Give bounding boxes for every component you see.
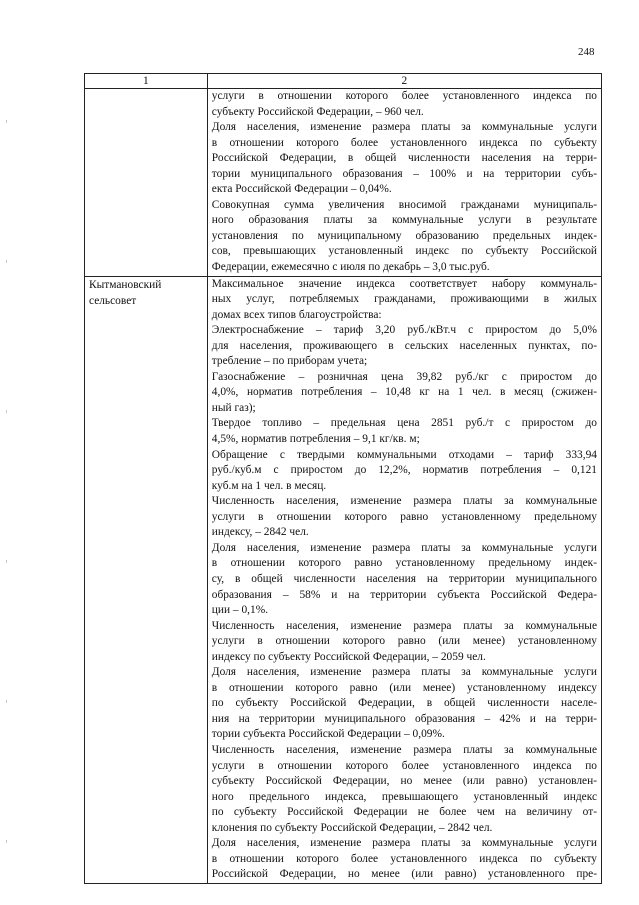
scan-edge-marks [6,0,8,905]
text-line: тории муниципального образования – 100% и на территории субъ- [211,167,597,180]
document-table [84,73,602,884]
text-line: Обращение с твердыми коммунальными отходами – тариф 333,94 [211,448,597,461]
text-line: руб./куб.м с приростом до 12,2%, норматив потребления – 0,121 [211,464,597,477]
text-line: образования – 58% и на территории субъекта Российской Федера- [211,588,597,601]
text-line: индексу, – 2842 чел. [211,526,309,539]
text-line: Твердое топливо – предельная цена 2851 руб./т с приростом до [211,417,597,430]
text-line: сов, превышающих установленный индекс по субъекту Российской [211,245,597,258]
text-line: Электроснабжение – тариф 3,20 руб./кВт.ч с приростом до 5,0% [211,324,597,337]
text-line: в отношении которого более установленного индекса по субъекту [211,852,597,865]
text-line: субъекту Российской Федерации, – 960 чел. [211,105,424,118]
text-line: екта Российской Федерации – 0,04%. [211,183,392,196]
text-line: Федерации, ежемесячно с июля по декабрь – 3,0 тыс.руб. [211,261,490,274]
text-line: домах всех типов благоустройства: [211,308,382,321]
text-line: ного образования платы за коммунальные услуги в результате [211,214,597,227]
text-line: услуги в отношении которого более установленного индекса по [211,90,597,102]
text-line: в отношении которого равно (или менее) установленному индексу [211,681,597,694]
text-line: Численность населения, изменение размера платы за коммунальные [211,743,597,756]
municipality-cell [85,276,208,883]
text-line: Доля населения, изменение размера платы за коммунальные услуги [211,837,597,850]
text-line: услуги в отношении которого равно (или менее) установленному [211,635,597,648]
text-line: Численность населения, изменение размера платы за коммунальные [211,619,597,632]
text-line: услуги в отношении которого равно установленному предельному [211,510,597,523]
description-cell [207,276,601,883]
page-number: 248 [578,46,595,58]
text-line: Доля населения, изменение размера платы за коммунальные услуги [211,541,597,554]
text-line: для населения, проживающего в сельских населенных пунктах, по- [211,339,597,352]
text-line: тории субъекта Российской Федерации – 0,09%. [211,728,445,741]
text-line: по субъекту Российской Федерации не более чем на величину от- [211,806,597,819]
table-row [85,276,602,883]
text-line: установления по муниципальному образованию предельных индек- [211,229,597,242]
text-line: в отношении которого равно установленному предельному индек- [211,557,597,570]
text-line: ный газ); [211,401,256,414]
municipality-type: сельсовет [89,295,137,308]
text-line: клонения по субъекту Российской Федерации, – 2842 чел. [211,821,493,834]
text-line: су, в общей численности населения на территории муниципального [211,572,597,585]
table-header-row [85,74,602,89]
text-line: ния на территории муниципального образования – 42% и на терри- [211,712,597,725]
column-header-1: 1 [85,74,208,89]
text-line: Российской Федерации, но менее (или равно) установленного пре- [211,868,597,881]
text-line: Доля населения, изменение размера платы за коммунальные услуги [211,121,597,134]
text-line: Доля населения, изменение размера платы за коммунальные услуги [211,666,597,679]
column-header-2: 2 [207,74,601,89]
text-line: Совокупная сумма увеличения вносимой гражданами муниципаль- [211,198,597,211]
text-line: Российской Федерации, в общей численности населения на терри- [211,152,597,165]
text-line: ных услуг, потребляемых гражданами, проживающими в жилых [211,293,597,306]
text-line: Максимальное значение индекса соответствует набору коммуналь- [211,277,597,290]
text-line: 4,0%, норматив потребления – 10,48 кг на 1 чел. в месяц (сжижен- [211,386,597,399]
text-line: по субъекту Российской Федерации, в общей численности населе- [211,697,597,710]
text-line: куб.м на 1 чел. в месяц. [211,479,327,492]
description-cell [207,89,601,277]
text-line: 4,5%, норматив потребления – 9,1 кг/кв. м; [211,433,420,446]
municipality-cell [85,89,208,277]
text-line: ции – 0,1%. [211,604,269,617]
municipality-name: Кытмановский [89,278,162,291]
text-line: услуги в отношении которого более установленного индекса по [211,759,597,772]
text-line: Газоснабжение – розничная цена 39,82 руб./кг с приростом до [211,370,597,383]
table-row [85,89,602,277]
text-line: индексу по субъекту Российской Федерации, – 2059 чел. [211,650,486,663]
text-line: ного предельного индекса, превышающего установленный индекс [211,790,597,803]
text-line: субъекту Российской Федерации, но менее (или равно) установлен- [211,775,597,788]
text-line: Численность населения, изменение размера платы за коммунальные [211,495,597,508]
text-line: требление – по приборам учета; [211,355,368,368]
text-line: в отношении которого более установленного индекса по субъекту [211,136,597,149]
